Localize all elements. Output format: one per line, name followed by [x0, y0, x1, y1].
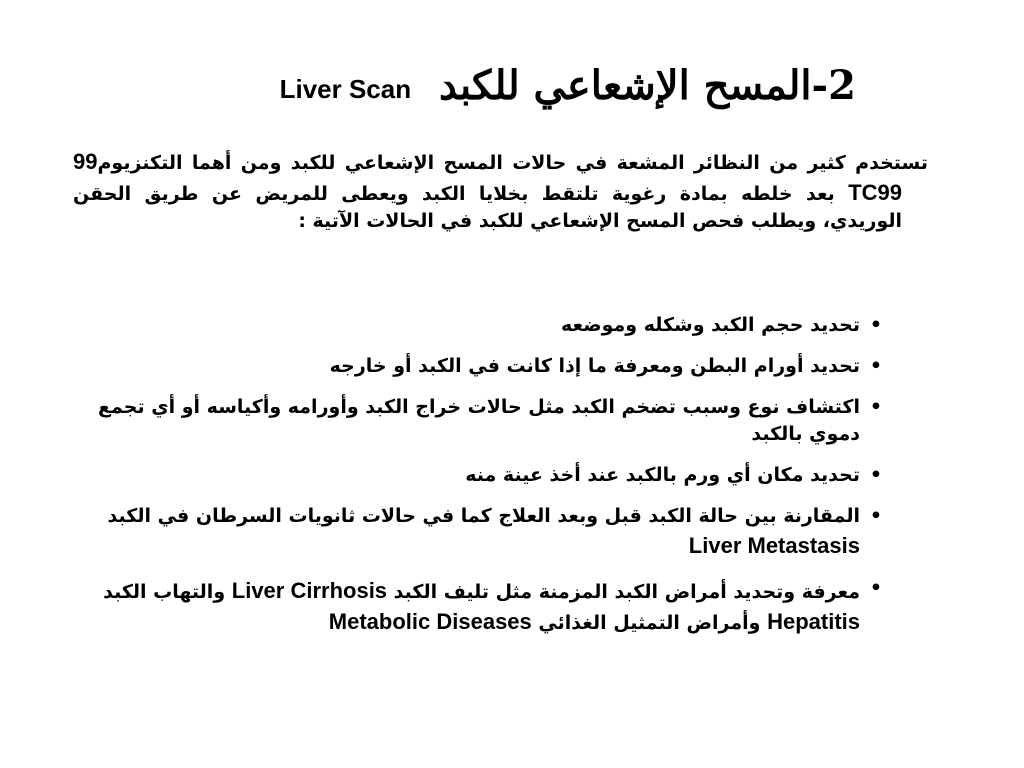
title-english: Liver Scan — [279, 73, 412, 104]
list-item-text: المقارنة بين حالة الكبد قبل وبعد العلاج كما في حالات ثانويات السرطان في الكبد — [107, 504, 860, 527]
list-item-term: Liver Cirrhosis — [231, 578, 388, 604]
list-item-text: معرفة وتحديد أمراض الكبد المزمنة مثل تليف الكبد — [393, 581, 860, 604]
list-item-term: Metabolic Diseases — [328, 609, 532, 635]
list-item-text: اكتشاف نوع وسبب تضخم الكبد مثل حالات خراج الكبد وأورامه وأكياسه أو أي تجمع دموي بالكبد — [98, 395, 860, 445]
list-item — [77, 394, 882, 448]
intro-text-after: بعد خلطه بمادة رغوية تلتقط بخلايا الكبد ويعطى للمريض عن طريق الحقن الوريدي، ويطلب فحص المسح الإشعاعي للكبد في الحالات الآتية : — [73, 183, 902, 233]
list-item-term: Hepatitis — [767, 609, 860, 635]
intro-paragraph — [73, 146, 928, 235]
list-item-text: تحديد أورام البطن ومعرفة ما إذا كانت في الكبد أو خارجه — [329, 354, 860, 377]
slide-title — [280, 64, 856, 108]
list-item-term: Liver Metastasis — [688, 532, 860, 558]
list-item — [77, 575, 882, 637]
list-item — [77, 353, 882, 380]
intro-isotope: 99 TC99 — [73, 149, 902, 206]
list-item-text: وأمراض التمثيل الغذائي — [538, 612, 761, 635]
list-item-text: تحديد مكان أي ورم بالكبد عند أخذ عينة منه — [465, 463, 860, 486]
indications-list — [77, 312, 882, 652]
list-item-text: والتهاب الكبد — [103, 581, 226, 604]
list-item — [77, 312, 882, 339]
list-item — [77, 503, 882, 561]
title-arabic: 2-المسح الإشعاعي للكبد — [439, 62, 856, 109]
list-item-text: تحديد حجم الكبد وشكله وموضعه — [561, 314, 860, 336]
list-item — [77, 462, 882, 489]
intro-text-before: تستخدم كثير من النظائر المشعة في حالات المسح الإشعاعي للكبد ومن أهما التكنزيوم — [97, 152, 928, 174]
